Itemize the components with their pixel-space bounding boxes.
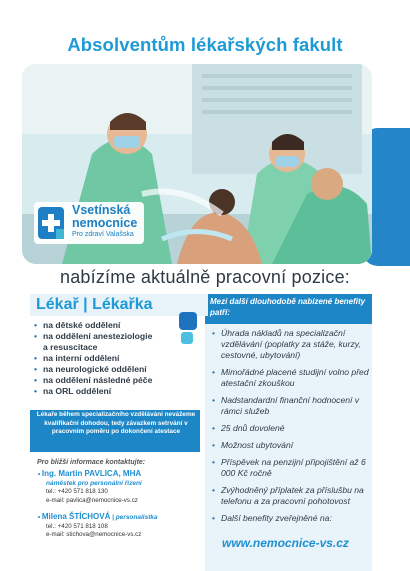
hospital-logo <box>34 202 144 244</box>
contact-title: Pro bližší informace kontaktujte: <box>37 459 146 466</box>
benefits-title: Mezi další dlouhodobě nabízené benefity patří: <box>210 297 366 317</box>
benefit-item: • 25 dnů dovolené <box>212 423 370 434</box>
contact-card: • Milena ŠTÍCHOVÁ | personalistka tel.: +420 571 818 108 e-mail: stichova@nemocnice-vs.cz <box>38 512 158 538</box>
contact-card <box>38 469 142 505</box>
contact-email[interactable]: e-mail: stichova@nemocnice-vs.cz <box>46 531 142 538</box>
logo-tagline: Pro zdraví Valašska <box>72 231 134 238</box>
logo-line-2: nemocnice <box>72 216 138 230</box>
benefit-item: • Nadstandardní finanční hodnocení v rámci služeb <box>212 395 370 417</box>
subheadline: nabízíme aktuálně pracovní pozice: <box>60 267 350 287</box>
position-item: • na interní oddělení <box>34 353 204 364</box>
positions-list <box>34 320 204 397</box>
bullet-icon: • <box>38 514 42 521</box>
position-item: • na dětské oddělení <box>34 320 204 331</box>
benefit-item: • Mimořádné placené studijní volno před atestační zkouškou <box>212 367 370 389</box>
position-item: • na oddělení anesteziologie <box>34 331 204 342</box>
contact-name: Ing. Martin PAVLICA, MHA <box>41 469 142 478</box>
position-item: • na neurologické oddělení <box>34 364 204 375</box>
contact-role: personalistka <box>115 514 158 521</box>
hospital-cross-icon <box>38 207 64 239</box>
position-item: • na oddělení následné péče <box>34 375 204 386</box>
benefit-item: • Zvýhodněný příplatek za příslušbu na telefonu a za pracovní pohotovost <box>212 485 370 507</box>
contact-role: náměstek pro personální řízení <box>46 479 142 487</box>
bullet-icon: • <box>38 471 42 478</box>
note-text: Lékaře během specializačního vzdělávání nevážeme kvalifikační dohodou, tedy závazkem setrvání v pracovním poměru po dokončení atestace <box>36 411 196 436</box>
benefits-list <box>212 328 370 524</box>
headline: Absolventům lékařských fakult <box>67 34 343 55</box>
contact-email[interactable]: e-mail: pavlica@nemocnice-vs.cz <box>46 496 138 504</box>
benefit-item: • Možnost ubytování <box>212 440 370 451</box>
position-title: Lékař | Lékařka <box>36 296 153 313</box>
contact-name: Milena ŠTÍCHOVÁ <box>41 512 111 521</box>
contact-phone[interactable]: tel.: +420 571 818 108 <box>46 522 108 530</box>
benefit-item: • Úhrada nákladů na specializační vzdělávání (poplatky za stáže, kurzy, cestovné, ubytování) <box>212 328 370 361</box>
benefit-item: • Další benefity zveřejněné na: <box>212 513 370 524</box>
website-link[interactable]: www.nemocnice-vs.cz <box>222 536 349 550</box>
benefit-item: • Příspěvek na penzijní připojištění až 6 000 Kč ročně <box>212 457 370 479</box>
logo-line-1: Vsetínská <box>72 203 131 217</box>
position-item: • na ORL oddělení <box>34 386 204 397</box>
contact-phone[interactable]: tel.: +420 571 818 130 <box>46 488 108 495</box>
position-item-continuation: a resuscitace <box>43 342 98 352</box>
